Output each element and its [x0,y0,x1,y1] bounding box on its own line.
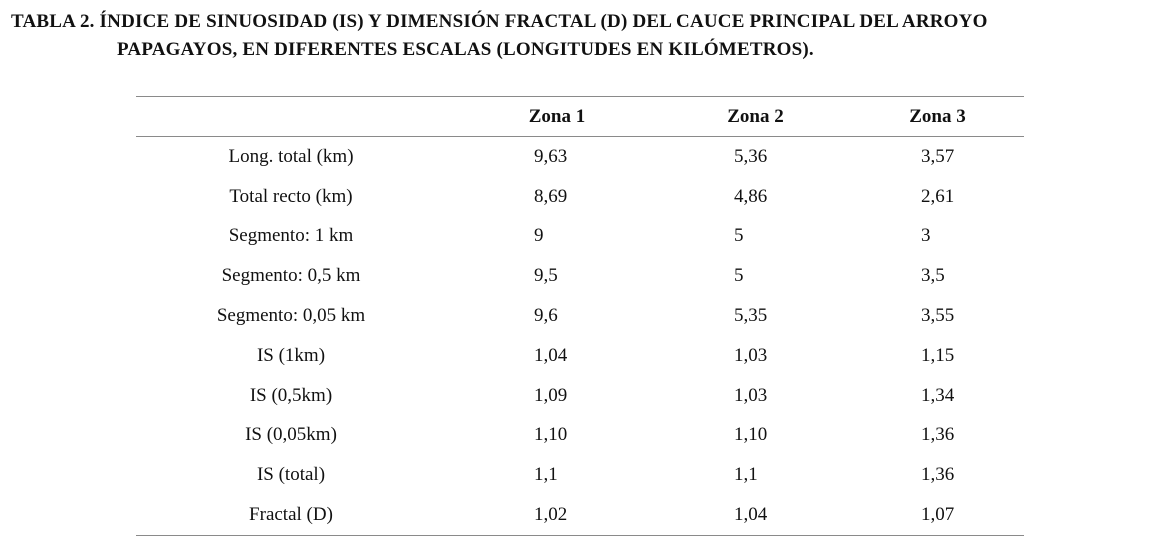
table-row [136,177,1024,217]
zona-1-cell: 8,69 [534,185,568,207]
row-label-cell: Segmento: 0,5 km [221,265,361,287]
zona-3-cell: 2,61 [921,185,955,207]
header-cell-zona-2: Zona 2 [727,105,784,127]
zona-3-cell: 1,34 [921,384,955,406]
table-body [136,137,1024,536]
table-row [136,455,1024,495]
zona-1-cell: 1,02 [534,504,568,526]
table-row [136,416,1024,456]
zona-1-cell: 9 [534,225,544,247]
table-row [136,137,1024,177]
zona-2-cell: 1,03 [734,344,768,366]
row-label-cell: Fractal (D) [249,504,333,526]
zona-2-cell: 4,86 [734,185,768,207]
table-row [136,217,1024,257]
zona-1-cell: 9,5 [534,265,558,287]
row-label-cell: IS (0,5km) [249,384,333,406]
zona-1-cell: 9,63 [534,145,568,167]
zona-1-cell: 9,6 [534,305,558,327]
zona-3-cell: 1,36 [921,424,955,446]
header-cell-zona-1: Zona 1 [528,105,586,127]
row-label-cell: IS (total) [256,464,326,486]
zona-1-cell: 1,04 [534,344,568,366]
zona-2-cell: 5,35 [734,305,768,327]
zona-2-cell: 1,1 [734,464,758,486]
table-header-row [136,97,1024,137]
row-label-cell: Segmento: 1 km [228,225,354,247]
zona-3-cell: 3,55 [921,305,955,327]
zona-3-cell: 1,15 [921,344,955,366]
row-label-cell: IS (0,05km) [245,424,337,446]
zona-1-cell: 1,09 [534,384,568,406]
zona-2-cell: 5 [734,225,744,247]
table-row [136,495,1024,535]
row-label-cell: Total recto (km) [229,185,353,207]
table-row [136,376,1024,416]
table-row [136,256,1024,296]
zona-2-cell: 1,03 [734,384,768,406]
zona-3-cell: 3,57 [921,145,955,167]
data-table-container [136,96,1024,536]
zona-2-cell: 1,04 [734,504,768,526]
data-table [136,96,1024,536]
header-cell-label [136,97,446,137]
caption-line-1: TABLA 2. ÍNDICE DE SINUOSIDAD (IS) Y DIMENSIÓN FRACTAL (D) DEL CAUCE PRINCIPAL DEL ARROYO [11,11,988,32]
zona-2-cell: 1,10 [734,424,768,446]
zona-3-cell: 3 [921,225,931,247]
zona-3-cell: 3,5 [921,265,945,287]
zona-2-cell: 5 [734,265,744,287]
zona-3-cell: 1,07 [921,504,955,526]
row-label-cell: Long. total (km) [228,145,354,167]
zona-3-cell: 1,36 [921,464,955,486]
zona-1-cell: 1,10 [534,424,568,446]
header-cell-zona-3: Zona 3 [909,105,966,127]
zona-2-cell: 5,36 [734,145,768,167]
row-label-cell: IS (1km) [256,344,326,366]
zona-1-cell: 1,1 [534,464,558,486]
caption-line-2: PAPAGAYOS, EN DIFERENTES ESCALAS (LONGITUDES EN KILÓMETROS). [117,39,814,60]
table-row [136,336,1024,376]
table-row [136,296,1024,336]
row-label-cell: Segmento: 0,05 km [216,305,366,327]
